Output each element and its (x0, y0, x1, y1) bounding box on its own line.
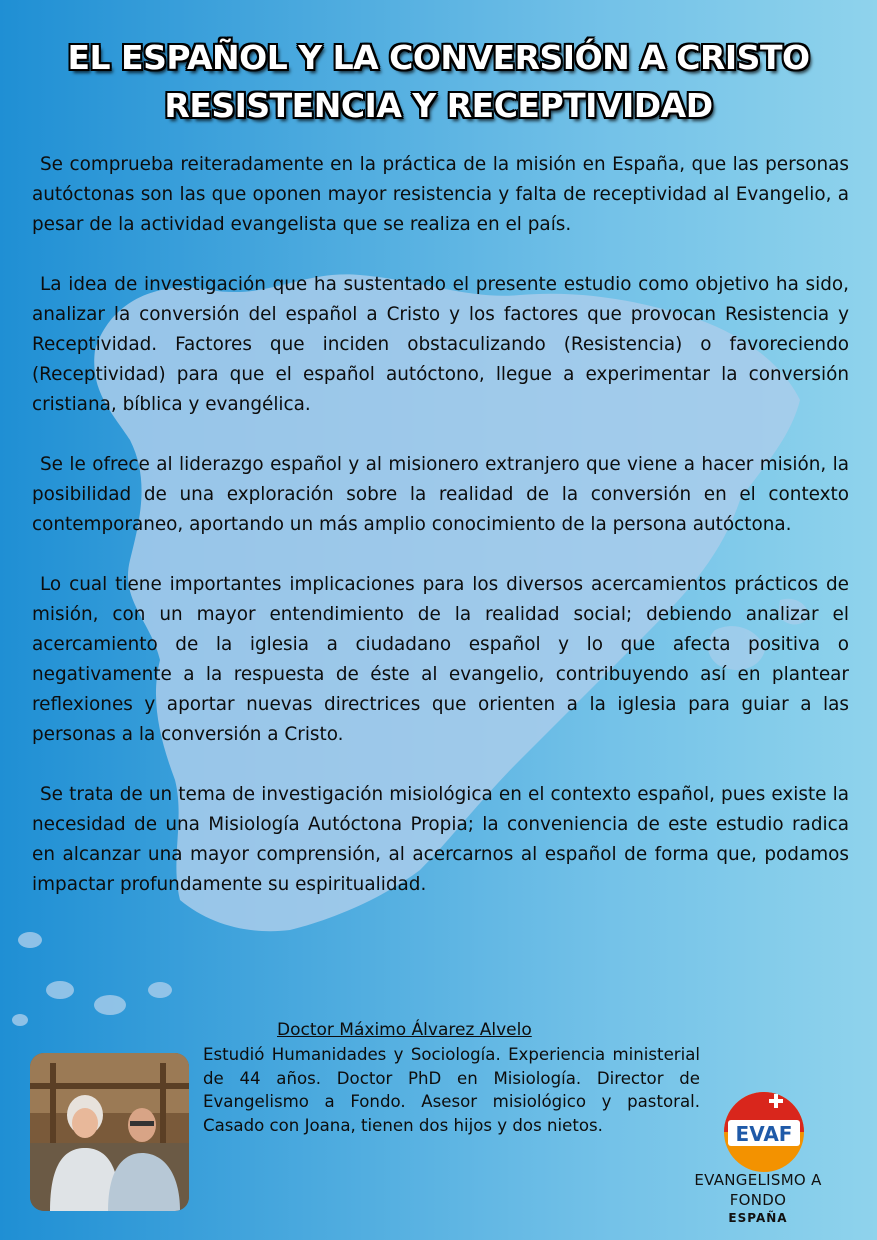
logo-line-1: EVANGELISMO A FONDO (694, 1171, 822, 1209)
author-photo (30, 1053, 189, 1211)
couple-photo-icon (30, 1053, 189, 1211)
paragraph: La idea de investigación que ha sustentado el presente estudio como objetivo ha sido, analizar la conversión del español a Cristo y los factores que provocan Resistencia y Receptividad. Factores que inciden obstaculizando (Resistencia) o favoreciendo (Receptividad) para que el español autóctono, llegue a experimentar la conversión cristiana, bíblica y evangélica. (32, 274, 849, 415)
paragraph: Se trata de un tema de investigación misiológica en el contexto español, pues existe la necesidad de una Misiología Autóctona Propia; la conveniencia de este estudio radica en alcanzar una mayor comprensión, al acercarnos al español de forma que, podamos impactar profundamente su espiritualidad. (32, 784, 849, 895)
logo-acronym: EVAF (735, 1122, 793, 1146)
page-title (0, 34, 877, 130)
author-name: Doctor Máximo Álvarez Alvelo (277, 1020, 532, 1040)
article-body (32, 150, 849, 930)
author-bio: Estudió Humanidades y Sociología. Experiencia ministerial de 44 años. Doctor PhD en Misiología. Director de Evangelismo a Fondo. Asesor misiológico y pastoral. Casado con Joana, tienen dos hijos y dos nietos. (203, 1045, 700, 1135)
logo-line-2: ESPAÑA (728, 1211, 788, 1225)
paragraph: Se le ofrece al liderazgo español y al misionero extranjero que viene a hacer misión, la posibilidad de una exploración sobre la realidad de la conversión en el contexto contemporaneo, aportando un más amplio conocimiento de la persona autóctona. (32, 454, 849, 535)
paragraph: Se comprueba reiteradamente en la práctica de la misión en España, que las personas autóctonas son las que oponen mayor resistencia y falta de receptividad al Evangelio, a pesar de la actividad evangelista que se realiza en el país. (32, 154, 849, 235)
title-line-1: EL ESPAÑOL Y LA CONVERSIÓN A CRISTO (67, 38, 810, 77)
evaf-logo (722, 1090, 806, 1174)
logo-caption (668, 1170, 848, 1226)
title-line-2: RESISTENCIA Y RECEPTIVIDAD (164, 86, 713, 125)
paragraph: Lo cual tiene importantes implicaciones para los diversos acercamientos prácticos de misión, con un mayor entendimiento de la realidad social; debiendo analizar el acercamiento de la iglesia a ciudadano español y lo que afecta positiva o negativamente a la respuesta de éste al evangelio, contribuyendo así en plantear reflexiones y aportar nuevas directrices que orienten a la iglesia para guiar a las personas a la conversión a Cristo. (32, 574, 849, 745)
